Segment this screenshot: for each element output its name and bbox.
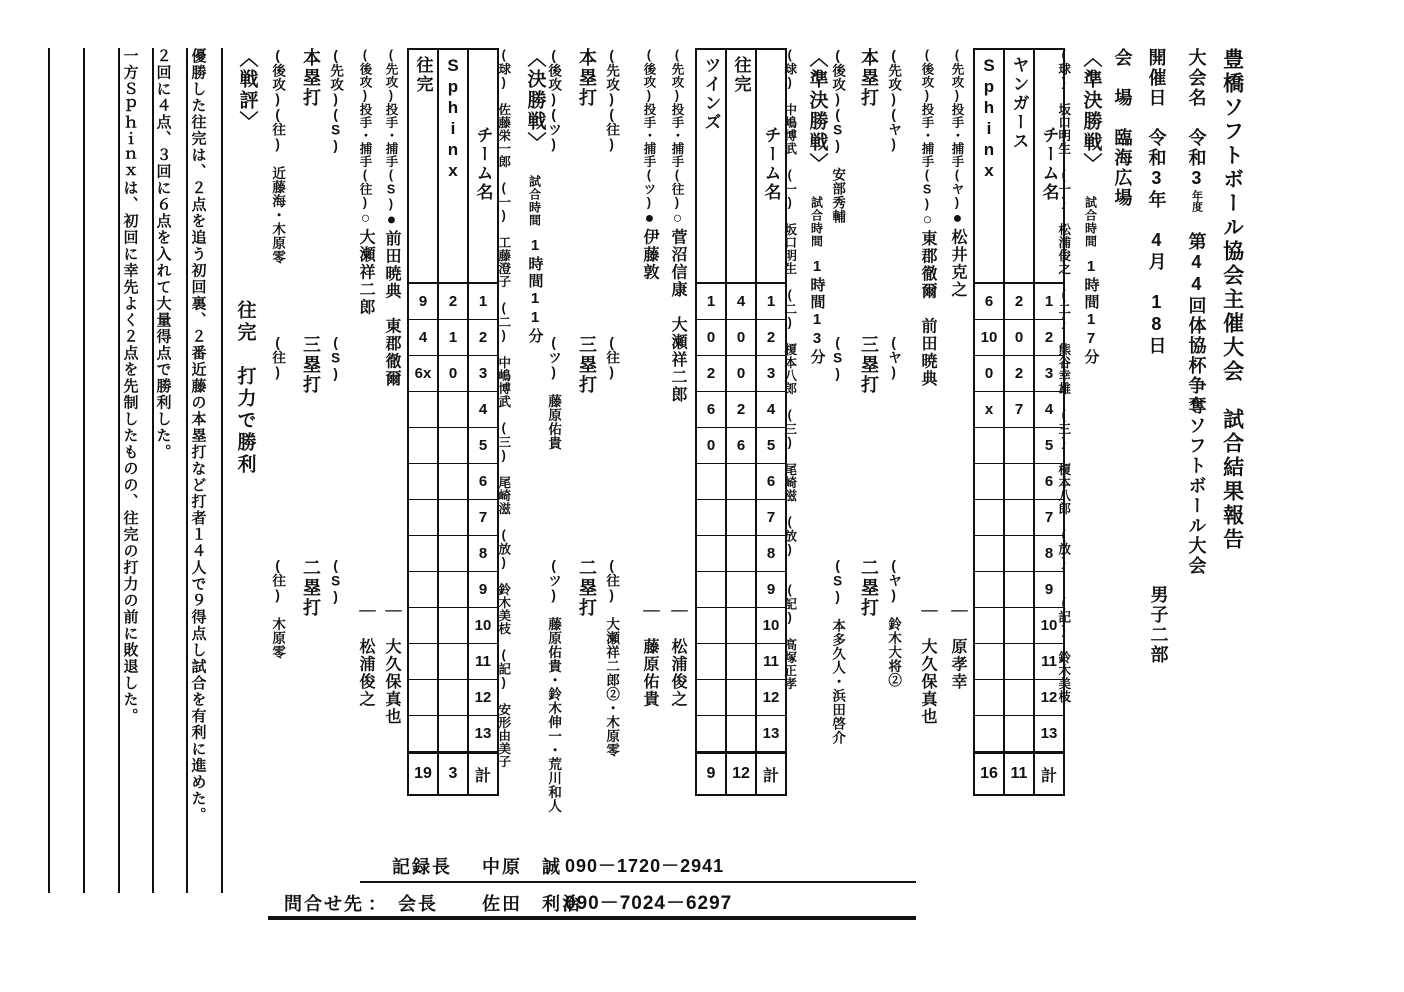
double-second: (S) 本多久人・浜田啓介 xyxy=(830,558,846,745)
inning-label-cell: 7 xyxy=(756,500,786,536)
column-rule-line xyxy=(83,48,85,893)
hit-category-labels xyxy=(298,48,324,848)
game-heading-final xyxy=(524,48,545,788)
inning-label-cell: 1 xyxy=(756,283,786,320)
inning-score-cell xyxy=(726,644,756,680)
inning-label-cell: 9 xyxy=(756,572,786,608)
inning-label-cell: 10 xyxy=(468,608,498,644)
inning-label-cell: 11 xyxy=(756,644,786,680)
catcher-name: ｜ 藤原佑貴 xyxy=(641,603,658,708)
round-title: 〈決勝戦〉 xyxy=(524,48,546,153)
catcher-name: ｜ 原孝幸 xyxy=(949,603,966,691)
inning-score-cell xyxy=(696,680,726,716)
double-first: (S) xyxy=(328,558,344,605)
inning-score-cell: 2 xyxy=(696,356,726,392)
total-score-cell: 16 xyxy=(974,753,1004,796)
double-label: 二塁打 xyxy=(577,558,597,618)
homerun-second: (後攻)(往) 近藤海・木原零 xyxy=(270,48,286,264)
inquiry-colon: ： xyxy=(368,894,388,914)
commentary-paragraph-2: ２回に４点、３回に６点を入れて大量得点で勝利した。 xyxy=(154,48,172,461)
inning-score-cell: 0 xyxy=(696,320,726,356)
game-time-label: 試合時間 xyxy=(1083,196,1098,248)
total-score-cell: 11 xyxy=(1004,753,1034,796)
inning-score-cell: 0 xyxy=(696,428,726,464)
total-score-cell: 12 xyxy=(726,753,756,796)
inning-score-cell xyxy=(438,464,468,500)
double-first: (ヤ) 鈴木大将② xyxy=(886,558,902,687)
game-time-value: 1時間11分 xyxy=(526,237,544,345)
tournament-era-suffix: 年度 xyxy=(1190,190,1203,212)
triple-second: (S) xyxy=(830,335,846,382)
catcher-name: ｜ 大久保真也 xyxy=(919,603,936,726)
inning-score-cell xyxy=(408,500,438,536)
inning-label-cell: 7 xyxy=(468,500,498,536)
inning-score-cell: 1 xyxy=(438,320,468,356)
homerun-first: (先攻)(S) xyxy=(328,48,344,154)
triple-second: (ツ) 藤原佑貴 xyxy=(546,335,562,450)
triple-first: (S) xyxy=(328,335,344,382)
pitcher-names: ○大瀬祥二郎 xyxy=(357,210,374,316)
inning-label-cell: 5 xyxy=(1034,428,1064,464)
triple-first: (ヤ) xyxy=(886,335,902,380)
round-title: 〈準決勝戦〉 xyxy=(806,48,828,174)
inning-label-cell: 7 xyxy=(1034,500,1064,536)
inning-label-cell: 9 xyxy=(468,572,498,608)
inning-score-cell xyxy=(408,644,438,680)
battery-first-team xyxy=(946,48,972,828)
extra-base-hits-first-team xyxy=(884,48,912,848)
officials-list: (球) 中嶋博武 (一) 坂口明生 (二) 榎本八郎 (三) 尾崎滋 (放) (記) 高塚正孝 xyxy=(782,48,797,690)
inning-score-cell xyxy=(1004,716,1034,753)
inquiry-label: 問合せ先 xyxy=(284,894,364,914)
inning-label-cell: 6 xyxy=(756,464,786,500)
homerun-second: (後攻)(ツ) xyxy=(546,48,562,152)
inning-score-cell xyxy=(1004,680,1034,716)
double-second: (ツ) 藤原佑貴・鈴木伸一・荒川和人 xyxy=(546,558,562,813)
inning-score-cell: 10 xyxy=(974,320,1004,356)
tournament-name-label: 大会名 xyxy=(1186,48,1207,128)
battery-header: (後攻)投手・捕手(S) xyxy=(920,48,934,212)
inning-score-cell xyxy=(974,608,1004,644)
total-score-cell: 19 xyxy=(408,753,438,796)
column-rule-line xyxy=(221,48,223,893)
team-name-cell: Sphinx xyxy=(438,49,468,283)
division-label: 男子二部 xyxy=(1148,585,1169,665)
inning-label-cell: 3 xyxy=(1034,356,1064,392)
inning-score-cell xyxy=(696,644,726,680)
inning-score-cell: 0 xyxy=(726,320,756,356)
commentary-paragraph-1: 優勝した往完は、２点を追う初回裏、２番近藤の本塁打など打者１４人で９得点し試合を有利に進めた。 xyxy=(189,48,207,824)
inning-label-cell: 2 xyxy=(1034,320,1064,356)
inning-label-cell: 4 xyxy=(756,392,786,428)
inning-score-cell xyxy=(1004,428,1034,464)
double-second: (往) 木原零 xyxy=(270,558,286,659)
inning-label-cell: 9 xyxy=(1034,572,1064,608)
inning-label-cell: 10 xyxy=(756,608,786,644)
inning-score-cell xyxy=(974,428,1004,464)
triple-second: (往) xyxy=(270,335,286,380)
inning-score-cell xyxy=(438,428,468,464)
inning-label-cell: 2 xyxy=(468,320,498,356)
inning-label-cell: 12 xyxy=(1034,680,1064,716)
pitcher-names: ●伊藤敦 xyxy=(641,210,658,281)
hit-category-labels xyxy=(856,48,882,848)
commentary-headline: 往完 打力で勝利 xyxy=(234,300,256,476)
tournament-name-line xyxy=(1186,48,1205,708)
officials-list: (球) 坂口明生 (一) 松浦俊之 (二) 熊谷幸雄 (三) 榎本八郎 (放) (記) 鈴木美枝 xyxy=(1056,48,1071,703)
inning-score-cell xyxy=(696,536,726,572)
inning-score-cell xyxy=(726,608,756,644)
inning-score-cell xyxy=(696,572,726,608)
commentary-paragraph-3: 一方Ｓｐｈｉｎｘは、初回に幸先よく２点を先制したものの、往完の打力の前に敗退した。 xyxy=(121,48,139,725)
inning-score-cell xyxy=(696,716,726,753)
score-table-semifinal-1 xyxy=(973,48,1065,796)
commentary-heading: 〈戦評〉 xyxy=(236,48,258,132)
inning-label-cell: 8 xyxy=(1034,536,1064,572)
chairman-role: 会長 xyxy=(398,894,438,914)
pitcher-names: ●松井克之 xyxy=(949,210,966,299)
inning-score-cell: 6x xyxy=(408,356,438,392)
inning-score-cell xyxy=(438,608,468,644)
total-label-cell: 計 xyxy=(756,753,786,796)
inning-score-cell xyxy=(696,608,726,644)
inning-score-cell: 2 xyxy=(438,283,468,320)
homerun-second: (後攻)(S) 安部秀輔 xyxy=(830,48,846,224)
inning-score-cell xyxy=(438,644,468,680)
extra-base-hits-second-team xyxy=(828,48,856,848)
inning-score-cell xyxy=(726,572,756,608)
triple-first: (往) xyxy=(604,335,620,380)
inning-label-cell: 11 xyxy=(1034,644,1064,680)
battery-first-team xyxy=(666,48,692,828)
inning-label-cell: 1 xyxy=(468,283,498,320)
column-rule-line xyxy=(118,48,120,893)
inning-score-cell xyxy=(974,500,1004,536)
homerun-first: (先攻)(ヤ) xyxy=(886,48,902,152)
pitcher-names: ○東郡徹爾 前田暁典 xyxy=(919,211,936,388)
inning-score-cell: 0 xyxy=(726,356,756,392)
inning-score-cell xyxy=(974,680,1004,716)
inning-score-cell xyxy=(974,536,1004,572)
inning-score-cell: 0 xyxy=(1004,320,1034,356)
inning-score-cell xyxy=(974,464,1004,500)
inning-score-cell: 2 xyxy=(726,392,756,428)
battery-second-team xyxy=(638,48,664,828)
homerun-label: 本塁打 xyxy=(859,48,879,108)
column-rule-line xyxy=(186,48,188,893)
inning-score-cell xyxy=(974,644,1004,680)
inning-score-cell: 6 xyxy=(726,428,756,464)
pitcher-names: ○菅沼信康 大瀬祥二郎 xyxy=(669,210,686,404)
inning-score-cell: 6 xyxy=(696,392,726,428)
inning-score-cell xyxy=(438,536,468,572)
recorder-phone: 090－1720－2941 xyxy=(565,856,725,876)
inning-score-cell: 6 xyxy=(974,283,1004,320)
inning-score-cell xyxy=(1004,536,1034,572)
column-rule-line xyxy=(48,48,50,893)
extra-base-hits-first-team xyxy=(326,48,354,848)
battery-header: (先攻)投手・捕手(ヤ) xyxy=(950,48,964,210)
inning-label-cell: 4 xyxy=(1034,392,1064,428)
inning-score-cell: 1 xyxy=(696,283,726,320)
game-time-value: 1時間17分 xyxy=(1082,258,1100,366)
extra-base-hits-second-team xyxy=(268,48,296,848)
tournament-era: 令和3 xyxy=(1186,128,1207,190)
game-time-value: 1時間13分 xyxy=(808,258,826,366)
game-time-label: 試合時間 xyxy=(527,175,542,227)
triple-label: 三塁打 xyxy=(859,335,879,395)
inning-score-cell xyxy=(1004,572,1034,608)
inning-score-cell xyxy=(726,716,756,753)
double-first: (往) 大瀬祥二郎②・木原零 xyxy=(604,558,620,757)
battery-header: (先攻)投手・捕手(往) xyxy=(670,48,684,210)
inning-score-cell xyxy=(726,680,756,716)
battery-second-team xyxy=(916,48,942,828)
inning-label-cell: 5 xyxy=(756,428,786,464)
inning-score-cell xyxy=(974,572,1004,608)
inning-score-cell xyxy=(438,680,468,716)
inning-label-cell: 10 xyxy=(1034,608,1064,644)
double-label: 二塁打 xyxy=(859,558,879,618)
inning-score-cell xyxy=(408,680,438,716)
inning-score-cell: 9 xyxy=(408,283,438,320)
score-table-final xyxy=(407,48,499,796)
inning-label-cell: 13 xyxy=(1034,716,1064,753)
inning-score-cell xyxy=(1004,644,1034,680)
battery-second-team xyxy=(354,48,380,828)
catcher-name: ｜ 大久保真也 xyxy=(383,603,400,726)
inning-score-cell: 0 xyxy=(974,356,1004,392)
inning-label-cell: 6 xyxy=(468,464,498,500)
team-name-cell: 往完 xyxy=(726,49,756,283)
battery-first-team xyxy=(380,48,406,828)
pitcher-names: ●前田暁典 東郡徹爾 xyxy=(383,211,400,388)
inning-label-cell: 1 xyxy=(1034,283,1064,320)
game-heading-semifinal-2 xyxy=(806,48,827,788)
inning-label-cell: 4 xyxy=(468,392,498,428)
inning-score-cell xyxy=(408,428,438,464)
inning-label-cell: 12 xyxy=(468,680,498,716)
homerun-label: 本塁打 xyxy=(577,48,597,108)
inning-label-cell: 6 xyxy=(1034,464,1064,500)
homerun-label: 本塁打 xyxy=(301,48,321,108)
team-name-cell: Sphinx xyxy=(974,49,1004,283)
inning-label-cell: 2 xyxy=(756,320,786,356)
catcher-name: ｜ 松浦俊之 xyxy=(669,603,686,708)
score-table-semifinal-2 xyxy=(695,48,787,796)
inning-score-cell xyxy=(408,572,438,608)
event-date-line: 開催日 令和3年 4月 18日 xyxy=(1146,48,1167,356)
inning-label-cell: 3 xyxy=(468,356,498,392)
inning-score-cell: 0 xyxy=(438,356,468,392)
inning-score-cell xyxy=(696,464,726,500)
total-score-cell: 3 xyxy=(438,753,468,796)
inning-score-cell xyxy=(408,608,438,644)
triple-label: 三塁打 xyxy=(301,335,321,395)
team-name-cell: ツインズ xyxy=(696,49,726,283)
game-heading-semifinal-1 xyxy=(1080,48,1101,788)
contact-divider-line xyxy=(360,881,916,883)
inning-score-cell: 4 xyxy=(726,283,756,320)
inning-score-cell xyxy=(408,392,438,428)
inning-label-cell: 11 xyxy=(468,644,498,680)
total-label-cell: 計 xyxy=(1034,753,1064,796)
team-header-cell: チーム名 xyxy=(1034,49,1064,283)
inning-score-cell xyxy=(408,536,438,572)
inning-score-cell xyxy=(408,464,438,500)
homerun-first: (先攻)(往) xyxy=(604,48,620,152)
inning-score-cell xyxy=(438,500,468,536)
inning-label-cell: 3 xyxy=(756,356,786,392)
inning-score-cell xyxy=(438,392,468,428)
extra-base-hits-second-team xyxy=(544,48,572,848)
inning-score-cell xyxy=(974,716,1004,753)
inning-score-cell: 2 xyxy=(1004,356,1034,392)
double-label: 二塁打 xyxy=(301,558,321,618)
inning-label-cell: 8 xyxy=(468,536,498,572)
inning-score-cell: 2 xyxy=(1004,283,1034,320)
team-header-cell: チーム名 xyxy=(756,49,786,283)
team-header-cell: チーム名 xyxy=(468,49,498,283)
battery-header: (先攻)投手・捕手(S) xyxy=(384,48,398,212)
inning-label-cell: 5 xyxy=(468,428,498,464)
inning-score-cell xyxy=(1004,608,1034,644)
inning-score-cell xyxy=(1004,500,1034,536)
document-title: 豊橋ソフトボール協会主催大会 試合結果報告 xyxy=(1220,48,1244,552)
officials-list: (球) 佐藤栄一郎 (一) 工藤澄子 (二) 中嶋博武 (三) 尾崎滋 (放) 鈴木美枝 (記) 安形由美子 xyxy=(496,48,511,768)
tournament-name-rest: 第44回体協杯争奪ソフトボール大会 xyxy=(1186,212,1207,576)
chairman-phone: 090－7024－6297 xyxy=(565,893,733,914)
inning-score-cell xyxy=(696,500,726,536)
inning-label-cell: 8 xyxy=(756,536,786,572)
inning-score-cell xyxy=(408,716,438,753)
inning-score-cell xyxy=(726,500,756,536)
bottom-rule-line xyxy=(268,916,916,920)
recorder-role: 記録長 xyxy=(392,857,452,877)
game-time-label: 試合時間 xyxy=(809,196,824,248)
round-title: 〈準決勝戦〉 xyxy=(1080,48,1102,174)
catcher-name: ｜ 松浦俊之 xyxy=(357,603,374,708)
recorder-name: 中原 誠 xyxy=(482,857,562,877)
venue-line: 会 場 臨海広場 xyxy=(1112,48,1133,208)
inning-label-cell: 12 xyxy=(756,680,786,716)
hit-category-labels xyxy=(574,48,600,848)
inning-score-cell: x xyxy=(974,392,1004,428)
battery-header: (後攻)投手・捕手(ツ) xyxy=(642,48,656,210)
inning-score-cell: 4 xyxy=(408,320,438,356)
team-name-cell: ヤンガース xyxy=(1004,49,1034,283)
battery-header: (後攻)投手・捕手(往) xyxy=(358,48,372,210)
triple-label: 三塁打 xyxy=(577,335,597,395)
inning-score-cell xyxy=(726,464,756,500)
total-label-cell: 計 xyxy=(468,753,498,796)
inning-score-cell xyxy=(726,536,756,572)
total-score-cell: 9 xyxy=(696,753,726,796)
inning-score-cell xyxy=(438,716,468,753)
inning-score-cell xyxy=(438,572,468,608)
inning-score-cell: 7 xyxy=(1004,392,1034,428)
chairman-name: 佐田 利治 xyxy=(482,894,582,914)
inning-score-cell xyxy=(1004,464,1034,500)
extra-base-hits-first-team xyxy=(602,48,630,848)
inning-label-cell: 13 xyxy=(756,716,786,753)
inning-label-cell: 13 xyxy=(468,716,498,753)
team-name-cell: 往完 xyxy=(408,49,438,283)
